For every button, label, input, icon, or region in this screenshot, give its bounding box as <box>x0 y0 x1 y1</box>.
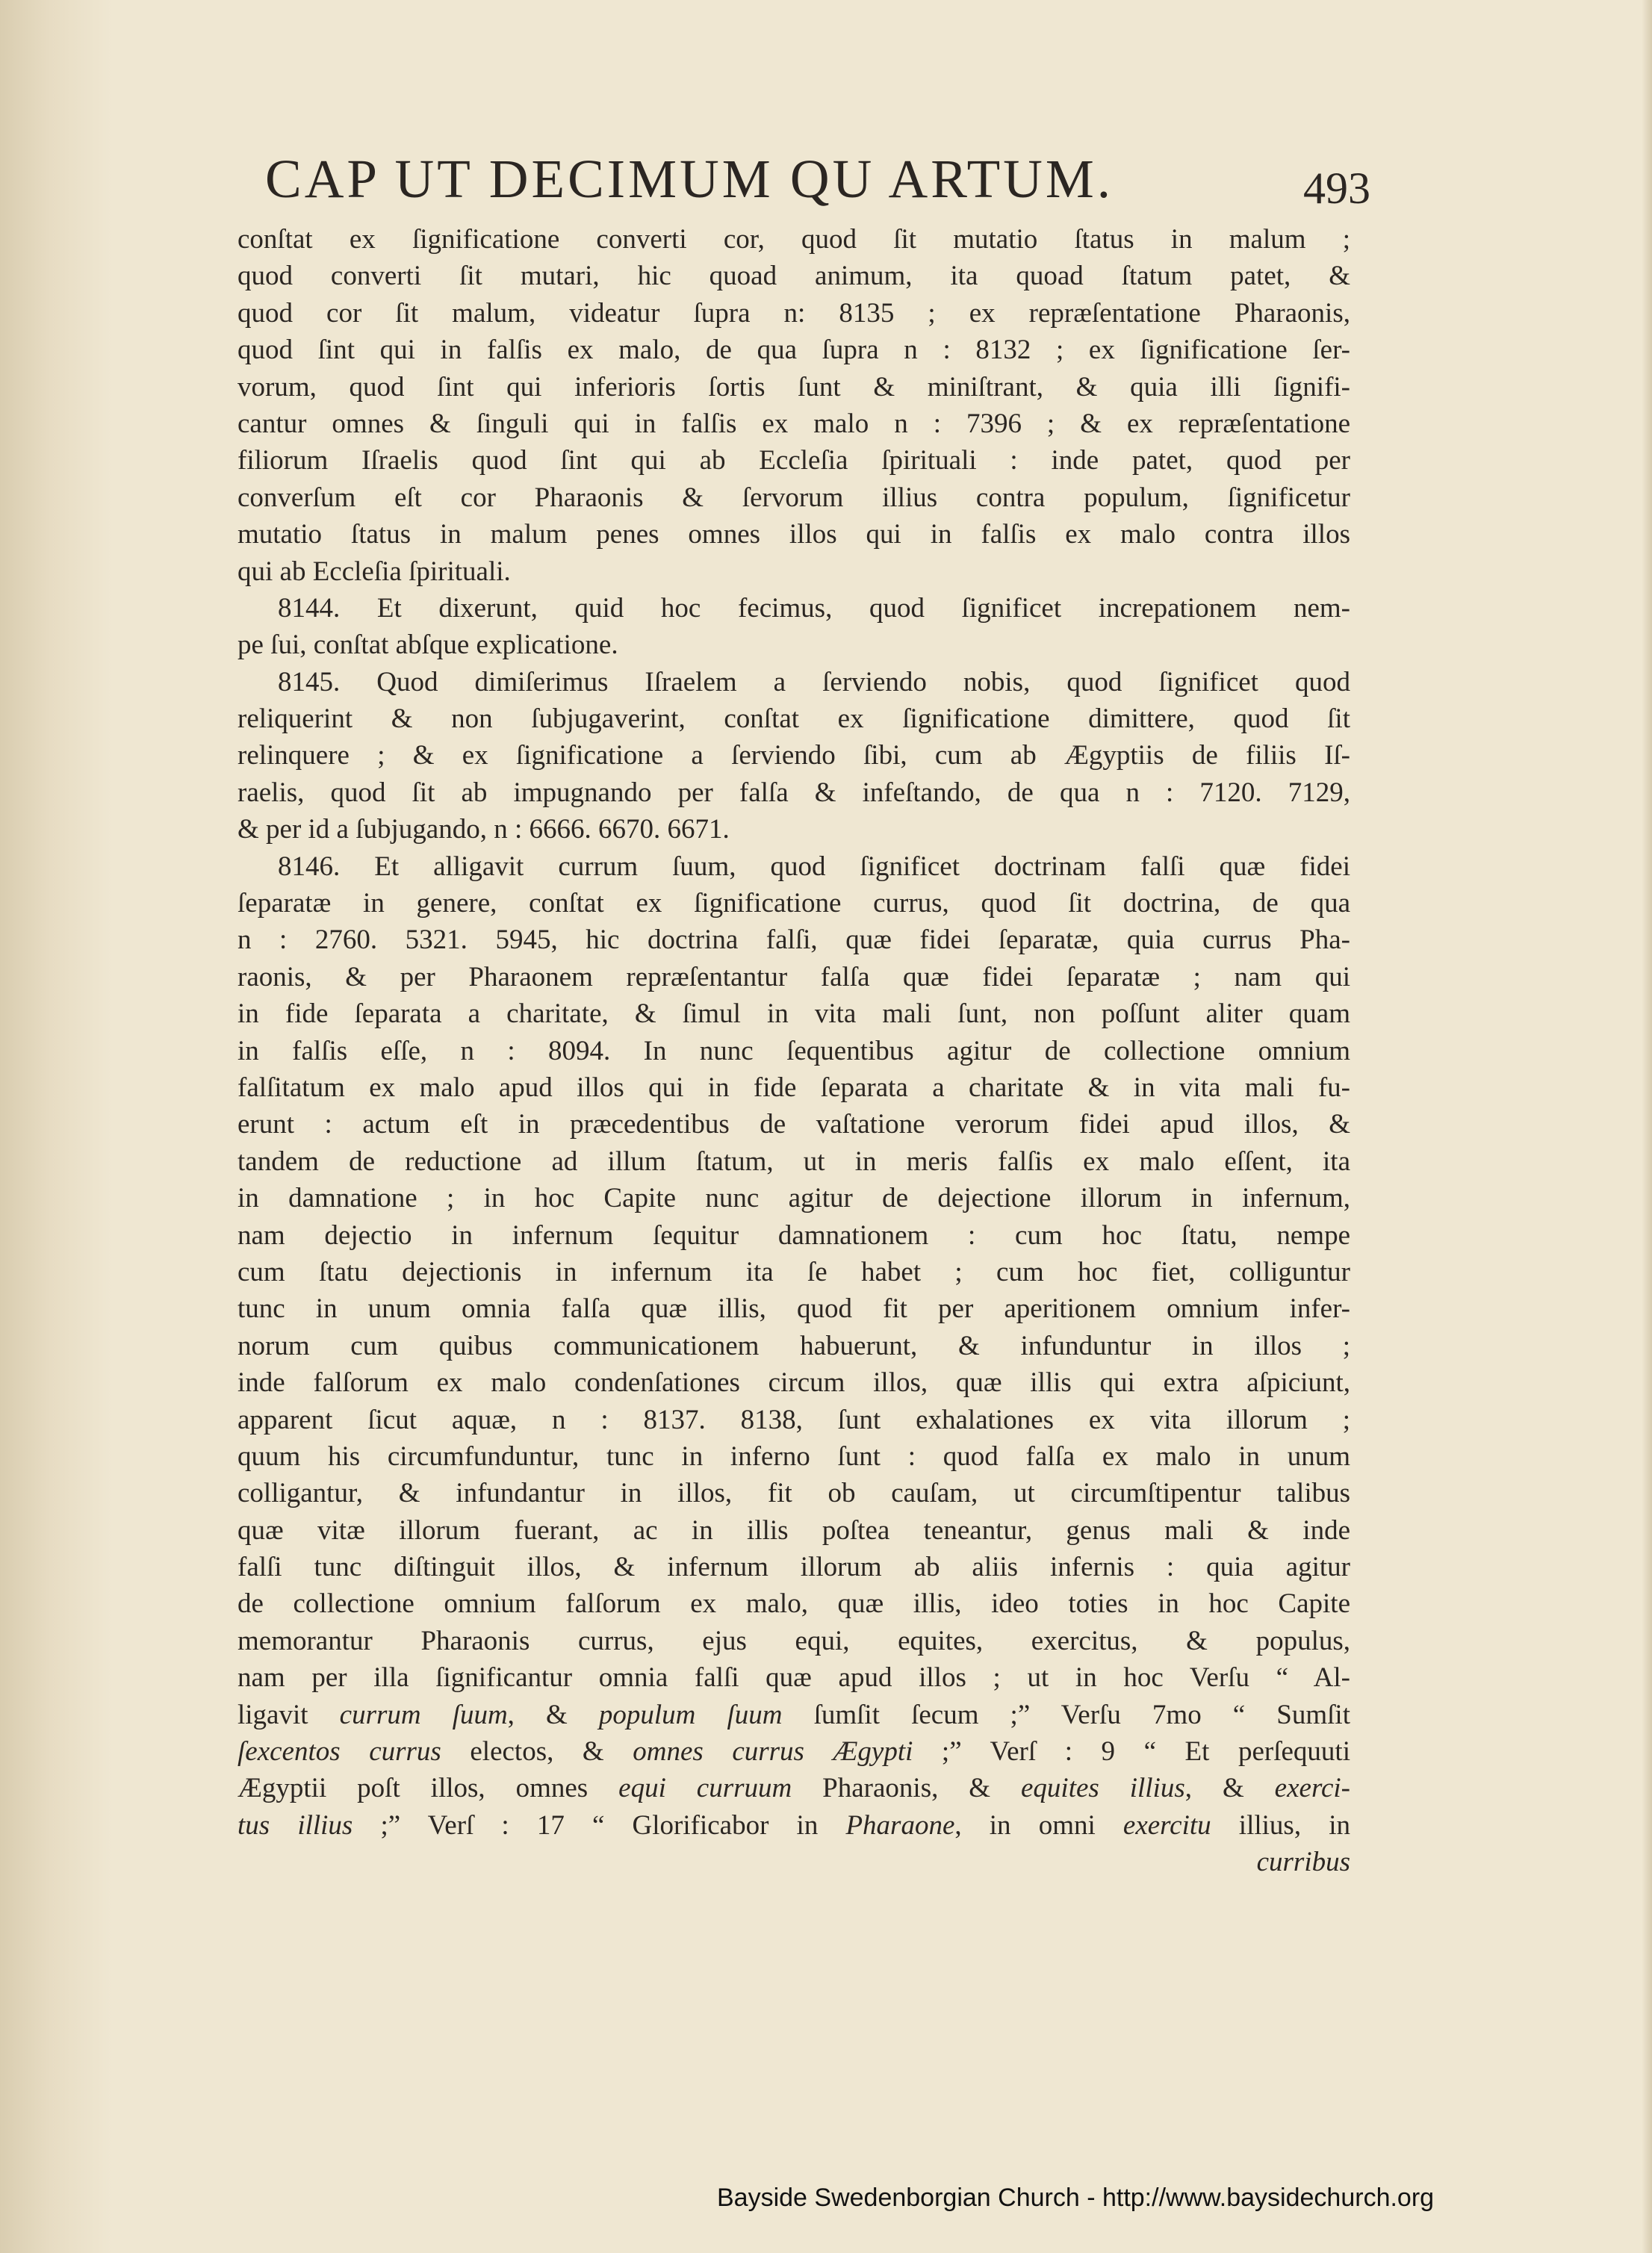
running-head <box>265 142 1370 217</box>
text-line: cantur omnes & ſinguli qui in falſis ex malo n : 7396 ; & ex repræſentatione <box>237 408 1350 439</box>
text-line: cum ſtatu dejectionis in infernum ita ſe habet ; cum hoc fiet, colliguntur <box>237 1256 1350 1287</box>
body-text <box>237 221 1350 1881</box>
page-number: 493 <box>1303 164 1370 213</box>
text-line: & per id a ſubjugando, n : 6666. 6670. 6671. <box>237 814 730 845</box>
text-line: raonis, & per Pharaonem repræſentantur falſa quæ fidei ſeparatæ ; nam qui <box>237 961 1350 992</box>
text-line: quod converti ſit mutari, hic quoad animum, ita quoad ſtatum patet, & <box>237 261 1350 292</box>
text-line: erunt : actum eſt in præcedentibus de vaſtatione verorum fidei apud illos, & <box>237 1109 1350 1140</box>
text-line: in fide ſeparata a charitate, & ſimul in vita mali ſunt, non poſſunt aliter quam <box>237 998 1350 1030</box>
text-line: tus illius ;” Verſ : 17 “ Glorificabor in Pharaone, in omni exercitu illius, in <box>237 1809 1350 1841</box>
text-line: mutatio ſtatus in malum penes omnes illos qui in falſis ex malo contra illos <box>237 519 1350 550</box>
text-line: quod cor ſit malum, videatur ſupra n: 8135 ; ex repræſentatione Pharaonis, <box>237 297 1350 329</box>
text-line: tandem de reductione ad illum ſtatum, ut in meris falſis ex malo eſſent, ita <box>237 1146 1350 1177</box>
text-line: ligavit currum ſuum, & populum ſuum ſumſit ſecum ;” Verſu 7mo “ Sumſit <box>237 1699 1350 1730</box>
text-line: raelis, quod ſit ab impugnando per falſa & infeſtando, de qua n : 7120. 7129, <box>237 777 1350 808</box>
text-line: norum cum quibus communicationem habuerunt, & infunduntur in illos ; <box>237 1330 1350 1361</box>
text-line: qui ab Eccleſia ſpirituali. <box>237 556 511 587</box>
text-line: in damnatione ; in hoc Capite nunc agitur de dejectione illorum in infernum, <box>237 1183 1350 1214</box>
text-line: relinquere ; & ex ſignificatione a ſerviendo ſibi, cum ab Ægyptiis de filiis Iſ- <box>237 740 1350 771</box>
text-line: n : 2760. 5321. 5945, hic doctrina falſi, quæ fidei ſeparatæ, quia currus Pha- <box>237 924 1350 956</box>
text-line: 8145. Quod dimiſerimus Iſraelem a ſerviendo nobis, quod ſignificet quod <box>278 666 1350 697</box>
text-line: nam dejectio in infernum ſequitur damnationem : cum hoc ſtatu, nempe <box>237 1219 1350 1251</box>
text-line: pe ſui, conſtat abſque explicatione. <box>237 630 618 661</box>
text-line: quum his circumfunduntur, tunc in inferno ſunt : quod falſa ex malo in unum <box>237 1441 1350 1472</box>
text-line: 8144. Et dixerunt, quid hoc fecimus, quod ſignificet increpationem nem- <box>278 592 1350 624</box>
text-line: quod ſint qui in falſis ex malo, de qua ſupra n : 8132 ; ex ſignificatione ſer- <box>237 335 1350 366</box>
page-edge-shadow <box>1642 0 1652 2253</box>
text-line: reliquerint & non ſubjugaverint, conſtat ex ſignificatione dimittere, quod ſit <box>237 703 1350 735</box>
text-line: in falſis eſſe, n : 8094. In nunc ſequentibus agitur de collectione omnium <box>237 1035 1350 1066</box>
text-line: falſitatum ex malo apud illos qui in fide ſeparata a charitate & in vita mali fu- <box>237 1072 1350 1103</box>
catchword: curribus <box>1256 1847 1350 1878</box>
text-line: filiorum Iſraelis quod ſint qui ab Eccleſia ſpirituali : inde patet, quod per <box>237 445 1350 476</box>
text-line: ſeparatæ in genere, conſtat ex ſignificatione currus, quod ſit doctrina, de qua <box>237 888 1350 919</box>
text-line: tunc in unum omnia falſa quæ illis, quod fit per aperitionem omnium infer- <box>237 1293 1350 1325</box>
chapter-title: CAP UT DECIMUM QU ARTUM. <box>265 149 1114 209</box>
text-line: inde falſorum ex malo condenſationes circum illos, quæ illis qui extra aſpiciunt, <box>237 1367 1350 1399</box>
text-line: vorum, quod ſint qui inferioris ſortis ſunt & miniſtrant, & quia illi ſignifi- <box>237 371 1350 403</box>
text-line: falſi tunc diſtinguit illos, & infernum illorum ab aliis infernis : quia agitur <box>237 1552 1350 1583</box>
text-line: memorantur Pharaonis currus, ejus equi, equites, exercitus, & populus, <box>237 1625 1350 1656</box>
text-line: apparent ſicut aquæ, n : 8137. 8138, ſunt exhalationes ex vita illorum ; <box>237 1404 1350 1435</box>
text-line: de collectione omnium falſorum ex malo, quæ illis, ideo toties in hoc Capite <box>237 1588 1350 1620</box>
book-spine-shadow <box>0 0 112 2253</box>
footer-credit: Bayside Swedenborgian Church - http://www.baysidechurch.org <box>717 2184 1435 2212</box>
text-line: colligantur, & infundantur in illos, fit ob cauſam, ut circumſtipentur talibus <box>237 1478 1350 1509</box>
text-line: 8146. Et alligavit currum ſuum, quod ſignificet doctrinam falſi quæ fidei <box>278 851 1350 882</box>
text-line: converſum eſt cor Pharaonis & ſervorum illius contra populum, ſignificetur <box>237 482 1350 513</box>
text-line: nam per illa ſignificantur omnia falſi quæ apud illos ; ut in hoc Verſu “ Al- <box>237 1662 1350 1694</box>
text-line: Ægyptii poſt illos, omnes equi curruum Pharaonis, & equites illius, & exerci- <box>237 1773 1350 1804</box>
text-line: quæ vitæ illorum fuerant, ac in illis poſtea teneantur, genus mali & inde <box>237 1514 1350 1546</box>
text-line: ſexcentos currus electos, & omnes currus Ægypti ;” Verſ : 9 “ Et perſequuti <box>237 1736 1350 1768</box>
text-line: conſtat ex ſignificatione converti cor, quod ſit mutatio ſtatus in malum ; <box>237 224 1350 255</box>
